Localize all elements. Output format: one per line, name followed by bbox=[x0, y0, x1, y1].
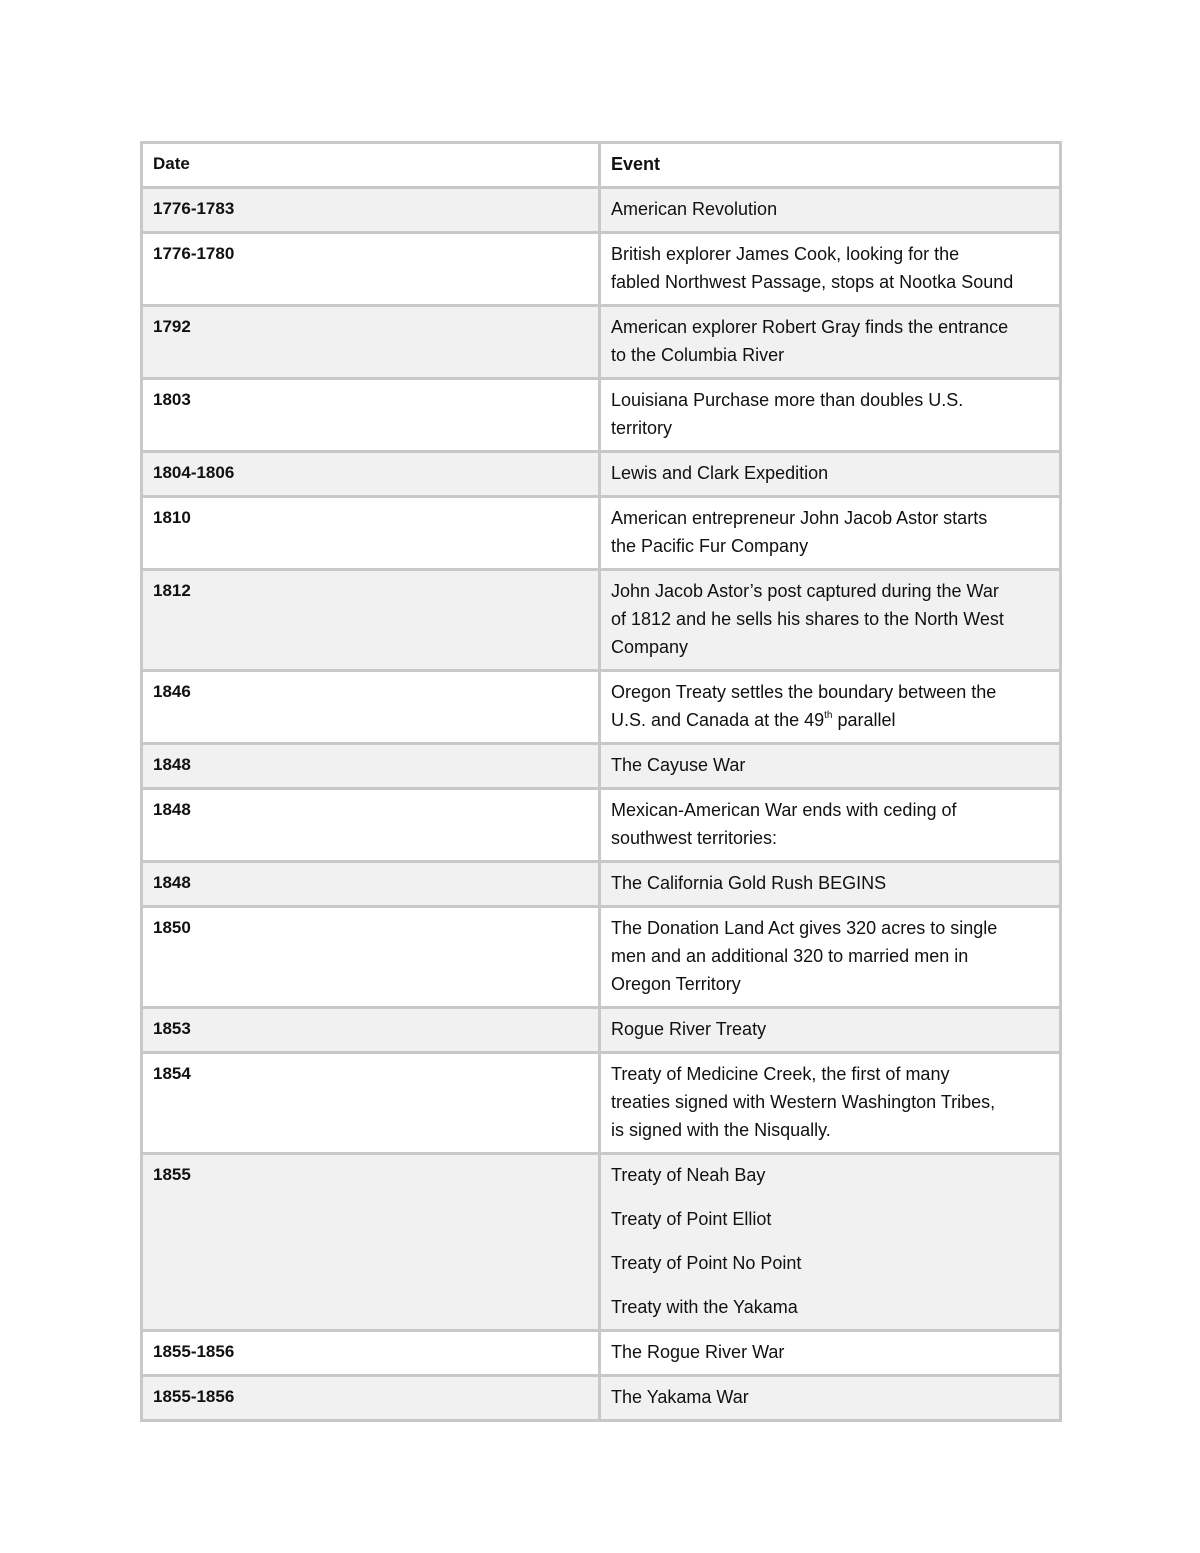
event-line: Mexican-American War ends with ceding of bbox=[611, 800, 957, 820]
event-line: of 1812 and he sells his shares to the North West bbox=[611, 609, 1004, 629]
header-date: Date bbox=[142, 143, 600, 188]
table-row bbox=[142, 1053, 1061, 1154]
event-line: American entrepreneur John Jacob Astor starts bbox=[611, 508, 988, 528]
event-line: fabled Northwest Passage, stops at Nootka Sound bbox=[611, 272, 1014, 292]
row-event bbox=[600, 306, 1061, 379]
event-line: to the Columbia River bbox=[611, 345, 785, 365]
row-date: 1776-1783 bbox=[142, 188, 600, 233]
event-line: The Cayuse War bbox=[611, 755, 746, 775]
event-line: territory bbox=[611, 418, 673, 438]
row-date: 1853 bbox=[142, 1008, 600, 1053]
row-date: 1812 bbox=[142, 570, 600, 671]
table-row bbox=[142, 188, 1061, 233]
table-row bbox=[142, 306, 1061, 379]
row-date: 1855 bbox=[142, 1154, 600, 1331]
table-row bbox=[142, 1331, 1061, 1376]
table-row bbox=[142, 497, 1061, 570]
event-paragraph: Treaty of Neah Bay bbox=[611, 1165, 766, 1185]
table-row bbox=[142, 744, 1061, 789]
table-row bbox=[142, 1008, 1061, 1053]
event-paragraph: Treaty of Point No Point bbox=[611, 1253, 802, 1273]
row-event bbox=[600, 671, 1061, 744]
event-line: The Donation Land Act gives 320 acres to single bbox=[611, 918, 998, 938]
row-event bbox=[600, 497, 1061, 570]
table-row bbox=[142, 1154, 1061, 1331]
row-event bbox=[600, 379, 1061, 452]
row-date: 1854 bbox=[142, 1053, 600, 1154]
event-line: southwest territories: bbox=[611, 828, 778, 848]
row-date: 1850 bbox=[142, 907, 600, 1008]
event-line: Louisiana Purchase more than doubles U.S. bbox=[611, 390, 964, 410]
table-header-row bbox=[142, 143, 1061, 188]
row-event bbox=[600, 907, 1061, 1008]
table-row bbox=[142, 570, 1061, 671]
event-line: American explorer Robert Gray finds the entrance bbox=[611, 317, 1009, 337]
ordinal-superscript: th bbox=[824, 710, 833, 721]
event-line: John Jacob Astor’s post captured during the War bbox=[611, 581, 999, 601]
event-line: Company bbox=[611, 637, 689, 657]
row-event bbox=[600, 1376, 1061, 1421]
table-row bbox=[142, 379, 1061, 452]
event-line: Rogue River Treaty bbox=[611, 1019, 767, 1039]
row-date: 1855-1856 bbox=[142, 1376, 600, 1421]
event-line: The Rogue River War bbox=[611, 1342, 785, 1362]
table-row bbox=[142, 789, 1061, 862]
event-line: the Pacific Fur Company bbox=[611, 536, 809, 556]
row-date: 1848 bbox=[142, 862, 600, 907]
event-line: treaties signed with Western Washington Tribes, bbox=[611, 1092, 996, 1112]
row-date: 1792 bbox=[142, 306, 600, 379]
timeline-table bbox=[140, 141, 1062, 1422]
event-line: The Yakama War bbox=[611, 1387, 749, 1407]
event-paragraph: Treaty with the Yakama bbox=[611, 1297, 798, 1317]
row-date: 1810 bbox=[142, 497, 600, 570]
row-event bbox=[600, 452, 1061, 497]
event-line: Oregon Treaty settles the boundary between the bbox=[611, 682, 997, 702]
table-row bbox=[142, 907, 1061, 1008]
event-line-text: U.S. and Canada at the 49 bbox=[611, 710, 825, 730]
event-line: American Revolution bbox=[611, 199, 778, 219]
event-line: is signed with the Nisqually. bbox=[611, 1120, 831, 1140]
row-event bbox=[600, 1154, 1061, 1331]
row-event bbox=[600, 233, 1061, 306]
event-paragraph: Treaty of Point Elliot bbox=[611, 1209, 772, 1229]
event-line-with-superscript bbox=[611, 706, 1051, 734]
row-date: 1803 bbox=[142, 379, 600, 452]
table-row bbox=[142, 862, 1061, 907]
table-row bbox=[142, 671, 1061, 744]
header-event: Event bbox=[600, 143, 1061, 188]
row-date: 1776-1780 bbox=[142, 233, 600, 306]
event-line: Treaty of Medicine Creek, the first of many bbox=[611, 1064, 950, 1084]
event-line: men and an additional 320 to married men in bbox=[611, 946, 969, 966]
row-date: 1804-1806 bbox=[142, 452, 600, 497]
row-date: 1848 bbox=[142, 789, 600, 862]
event-line: Oregon Territory bbox=[611, 974, 741, 994]
row-date: 1846 bbox=[142, 671, 600, 744]
row-event bbox=[600, 570, 1061, 671]
row-event bbox=[600, 862, 1061, 907]
row-event bbox=[600, 1008, 1061, 1053]
row-event bbox=[600, 789, 1061, 862]
event-line: The California Gold Rush BEGINS bbox=[611, 873, 887, 893]
table-row bbox=[142, 452, 1061, 497]
row-event bbox=[600, 188, 1061, 233]
table-row bbox=[142, 1376, 1061, 1421]
event-line-tail: parallel bbox=[832, 710, 896, 730]
row-date: 1848 bbox=[142, 744, 600, 789]
event-line: British explorer James Cook, looking for the bbox=[611, 244, 960, 264]
table-row bbox=[142, 233, 1061, 306]
row-event bbox=[600, 1053, 1061, 1154]
row-event bbox=[600, 744, 1061, 789]
row-event bbox=[600, 1331, 1061, 1376]
event-line: Lewis and Clark Expedition bbox=[611, 463, 829, 483]
row-date: 1855-1856 bbox=[142, 1331, 600, 1376]
